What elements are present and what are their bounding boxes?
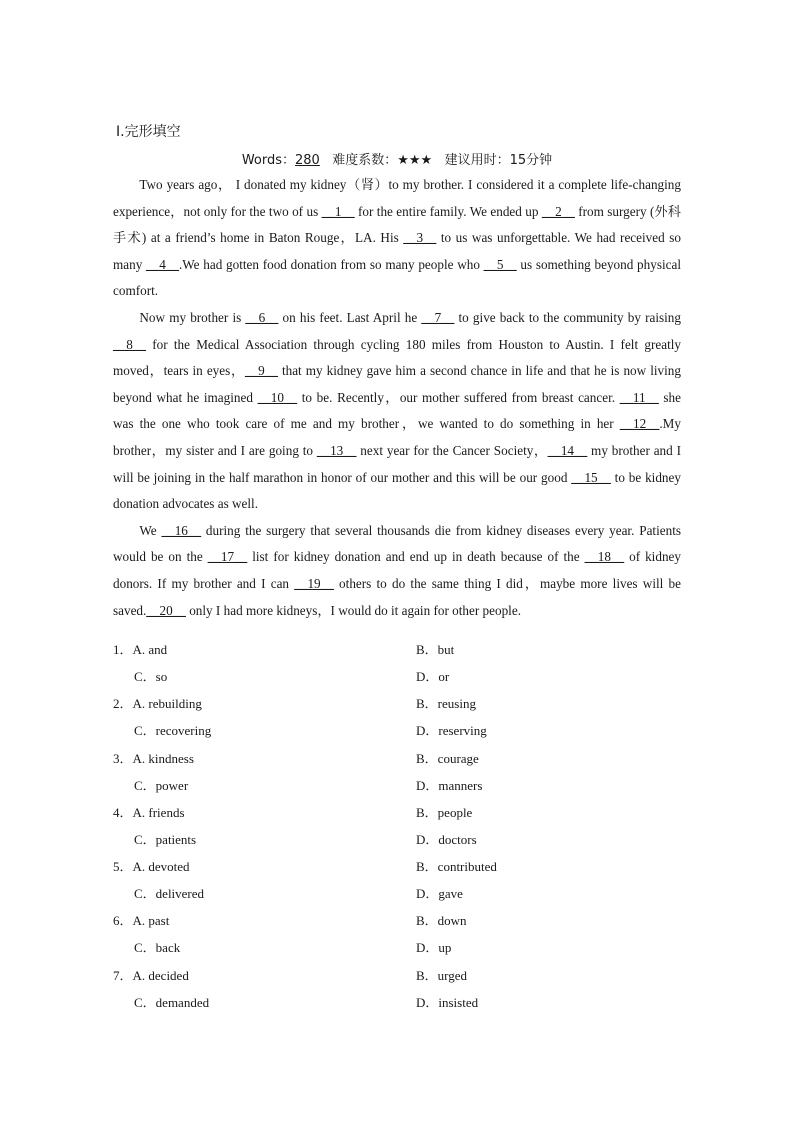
option-d[interactable]: D．manners	[416, 777, 483, 793]
answer-blank: __3__	[403, 230, 437, 246]
passage-text: she was the one who took care of me and my brother，we wanted to do something in her	[113, 389, 681, 432]
question-number: 1．	[113, 642, 133, 657]
question-number: 3．	[113, 750, 133, 766]
passage-text: Now my brother is	[139, 309, 246, 325]
answer-blank: __7__	[421, 309, 455, 325]
option-c[interactable]: C．delivered	[134, 886, 205, 902]
passage-text: .My brother，my sister and I are going to	[113, 416, 681, 458]
passage-text: to us was unforgettable. We had received so many	[113, 230, 681, 272]
words-label: Words：	[241, 153, 296, 168]
passage-text: of kidney donors. If my brother and I can	[113, 549, 681, 591]
option-b[interactable]: B．reusing	[416, 696, 476, 712]
question-item	[113, 802, 681, 856]
passage-text: list for kidney donation and end up in death because of the	[247, 549, 585, 565]
answer-blank: __20__	[146, 602, 186, 618]
passage-text: to be kidney donation advocates as well.	[113, 469, 681, 512]
answer-blank: __13__	[316, 442, 357, 458]
question-item	[113, 639, 681, 693]
passage-text: next year for the Cancer Society，	[356, 442, 548, 458]
answer-blank: __19__	[294, 575, 334, 591]
option-label: A. devoted	[132, 859, 190, 875]
option-label: A. and	[132, 642, 168, 657]
option-a[interactable]	[113, 802, 185, 821]
question-number: 4．	[113, 804, 133, 820]
option-c[interactable]: C．recovering	[134, 723, 212, 739]
option-b[interactable]: B．courage	[416, 750, 479, 766]
passage-text: We	[139, 522, 162, 538]
passage-text: that my kidney gave him a second chance in life and that he is now living beyond what he imagined	[113, 363, 681, 405]
passage-text: my brother and I will be joining in the half marathon in honor of our mother and this will be our good	[113, 442, 681, 485]
passage-text: only I had more kidneys，I would do it again for other people.	[185, 602, 521, 618]
answer-blank: __11__	[619, 389, 659, 405]
answer-blank: __8__	[113, 336, 146, 352]
option-a[interactable]	[113, 748, 194, 767]
question-item	[113, 856, 681, 910]
passage-text: others to do the same thing I did，maybe more lives will be saved.	[113, 575, 681, 618]
answer-blank: __16__	[161, 522, 202, 538]
question-item	[113, 748, 681, 802]
passage-text: us something beyond physical comfort.	[113, 256, 681, 299]
answer-blank: __1__	[321, 203, 355, 219]
passage-text: for the entire family. We ended up	[354, 203, 542, 219]
option-label: A. friends	[132, 804, 185, 820]
passage-text: to be. Recently，our mother suffered from breast cancer.	[297, 389, 620, 405]
option-d[interactable]: D．doctors	[416, 831, 477, 847]
answer-blank: __9__	[244, 363, 278, 379]
answer-blank: __12__	[619, 416, 660, 432]
answer-blank: __6__	[245, 309, 279, 325]
answer-blank: __5__	[483, 256, 517, 272]
passage-text: to give back to the community by raising	[454, 309, 681, 325]
option-b[interactable]: B．people	[416, 804, 473, 820]
suggested-time: 建议用时：15分钟	[444, 153, 553, 168]
option-c[interactable]: C．patients	[134, 831, 197, 847]
section-title: Ⅰ.完形填空	[116, 124, 181, 140]
option-label: A. decided	[132, 967, 189, 983]
passage-text: from surgery (外科手术) at a friend’s home in Baton Rouge，LA. His	[113, 203, 681, 246]
answer-blank: __15__	[571, 469, 611, 485]
cloze-passage	[113, 172, 681, 624]
option-d[interactable]: D．or	[416, 669, 450, 684]
answer-blank: __17__	[207, 549, 248, 565]
question-item	[113, 693, 681, 747]
question-number: 6．	[113, 913, 133, 929]
paragraph-3	[113, 518, 681, 624]
option-b[interactable]: B．but	[416, 642, 455, 657]
option-d[interactable]: D．up	[416, 940, 452, 956]
option-label: A. past	[132, 913, 170, 929]
answer-blank: __4__	[146, 256, 179, 272]
passage-text: for the Medical Association through cycling 180 miles from Houston to Austin. I felt greatly moved，tears in eyes，	[113, 336, 681, 379]
question-number: 5．	[113, 859, 133, 875]
option-c[interactable]: C．demanded	[134, 994, 210, 1010]
passage-text: .We had gotten food donation from so many people who	[179, 256, 484, 272]
option-d[interactable]: D．insisted	[416, 994, 479, 1010]
option-a[interactable]	[113, 639, 167, 658]
option-c[interactable]: C．back	[134, 940, 181, 956]
paragraph-1	[113, 172, 681, 305]
difficulty-rating: 难度系数：★★★	[332, 153, 433, 168]
word-count: 280	[295, 153, 320, 168]
option-a[interactable]	[113, 856, 190, 875]
option-a[interactable]	[113, 965, 189, 984]
paragraph-2	[113, 305, 681, 518]
question-item	[113, 965, 681, 1019]
option-b[interactable]: B．down	[416, 913, 467, 929]
question-item	[113, 910, 681, 964]
answer-blank: __10__	[257, 389, 298, 405]
question-number: 7．	[113, 967, 133, 983]
option-c[interactable]: C．so	[134, 669, 168, 684]
option-label: A. kindness	[132, 750, 194, 766]
passage-meta	[0, 149, 794, 168]
option-b[interactable]: B．urged	[416, 967, 468, 983]
answer-blank: __2__	[541, 203, 575, 219]
question-number: 2．	[113, 696, 133, 712]
answer-blank: __14__	[547, 442, 588, 458]
option-a[interactable]	[113, 693, 202, 712]
answer-blank: __18__	[584, 549, 625, 565]
passage-text: on his feet. Last April he	[278, 309, 422, 325]
option-label: A. rebuilding	[132, 696, 202, 712]
option-c[interactable]: C．power	[134, 777, 189, 793]
option-a[interactable]	[113, 910, 169, 929]
passage-text: Two years ago， I donated my kidney（肾）to my brother. I considered it a complete life-changing experience，not only for the two of us	[113, 177, 681, 219]
option-d[interactable]: D．reserving	[416, 723, 487, 739]
passage-text: during the surgery that several thousands die from kidney diseases every year. Patients would be on the	[113, 522, 682, 565]
option-b[interactable]: B．contributed	[416, 859, 497, 875]
option-d[interactable]: D．gave	[416, 886, 463, 902]
options-list	[113, 639, 681, 1019]
